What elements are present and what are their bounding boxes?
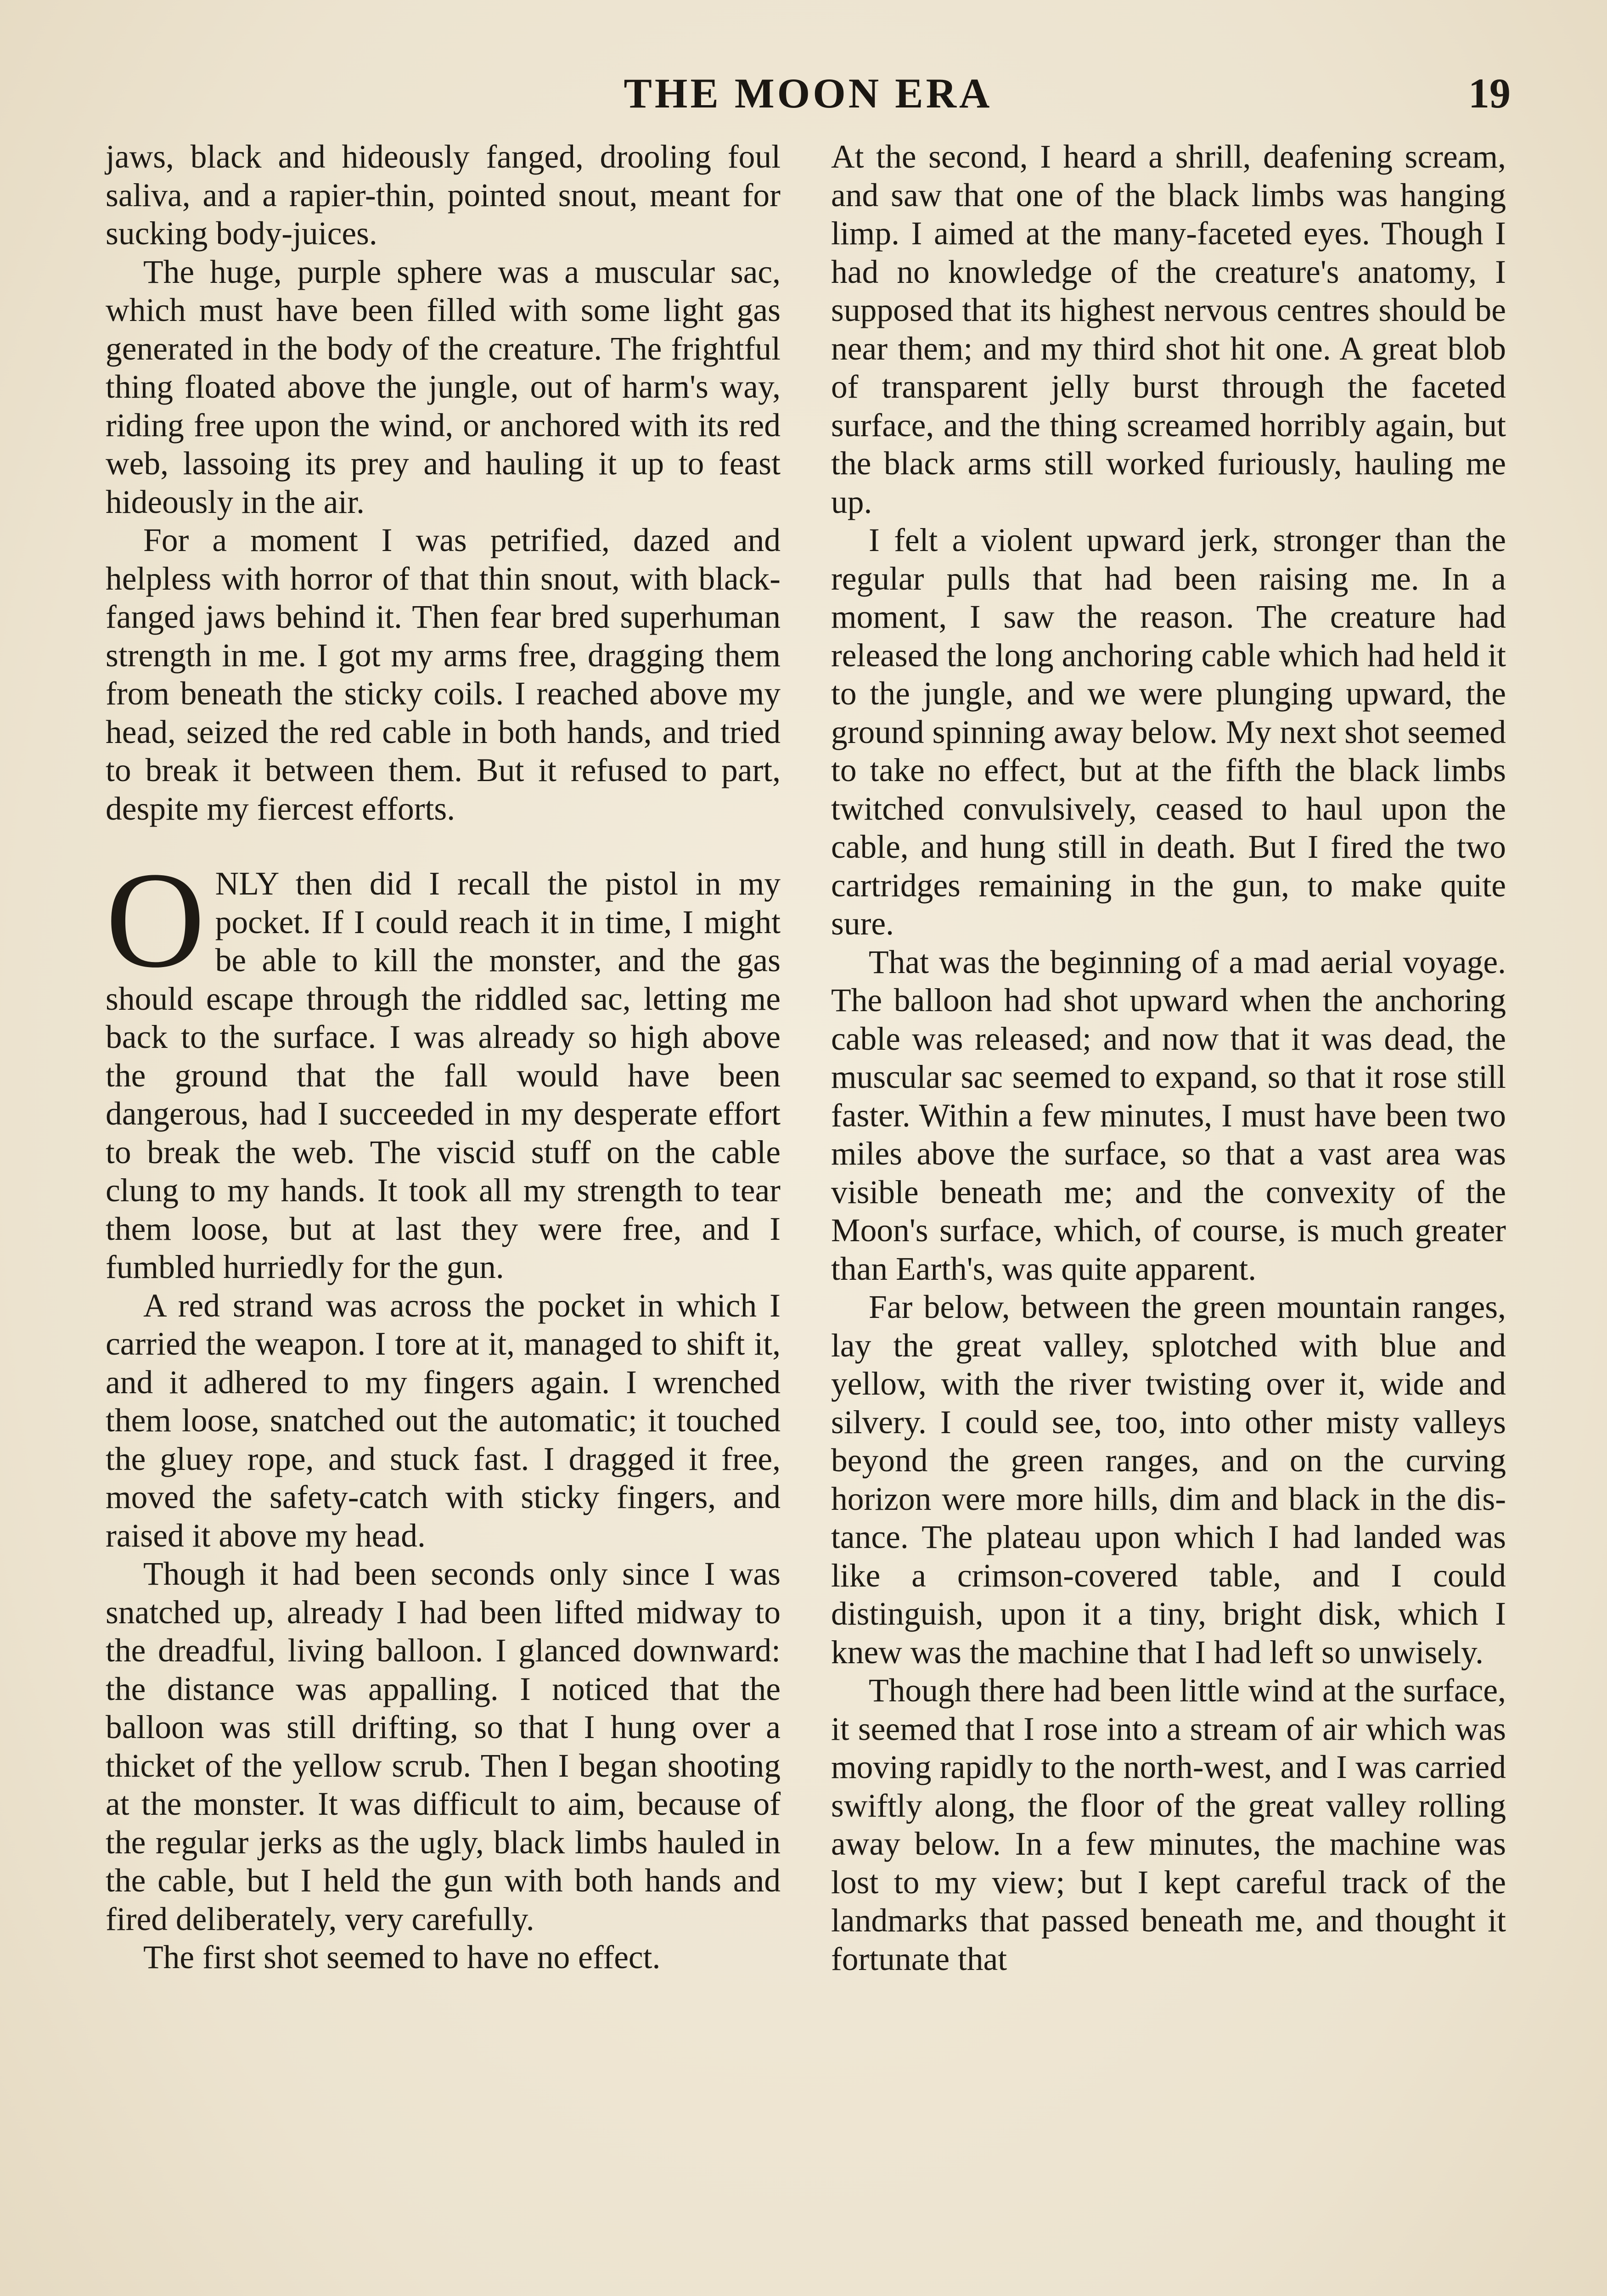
drop-cap: O <box>106 844 205 996</box>
paragraph: A red strand was across the pocket in which I carried the weapon. I tore at it, managed to shift it, and it adhered to my fingers again. I wrenched them loose, snatched out the automatic; it touched the gluey rope, and stuck fast. I dragged it free, moved the safety-catch with sticky fingers, and raised it above my head. <box>106 1287 781 1554</box>
paragraph: Though there had been little wind at the surface, it seemed that I rose into a stream of air which was moving rapidly to the north-west, and I was carried swiftly along, the floor of the great valley rolling away below. In a few minutes, the machine was lost to my view; but I kept careful track of the landmarks that passed beneath me, and thought it fortunate that <box>831 1672 1506 1977</box>
right-column <box>831 138 1506 1978</box>
page-header <box>106 69 1511 129</box>
paragraph-with-drop-cap <box>106 844 781 1287</box>
paragraph: Though it had been seconds only since I was snatched up, already I had been lifted midway to the dreadful, living balloon. I glanced downward: the distance was appalling. I noticed that the balloon was still drifting, so that I hung over a thicket of the yellow scrub. Then I began shooting at the monster. It was difficult to aim, because of the regular jerks as the ugly, black limbs hauled in the cable, but I held the gun with both hands and fired deliberately, very carefully. <box>106 1556 781 1937</box>
paragraph: jaws, black and hideously fanged, drooling foul saliva, and a rapier-thin, pointed snout, meant for sucking body-juices. <box>106 139 781 252</box>
paragraph: I felt a violent upward jerk, stronger than the regular pulls that had been raising me. In a moment, I saw the reason. The creature had released the long anchoring cable which had held it to the jungle, and we were plunging upward, the ground spinning away below. My next shot seemed to take no effect, but at the fifth the black limbs twitched convulsively, ceased to haul upon the cable, and hung still in death. But I fired the two cartridges remaining in the gun, to make quite sure. <box>831 522 1506 942</box>
left-column <box>106 138 781 1977</box>
paragraph: For a moment I was petrified, dazed and helpless with horror of that thin snout, with black-fanged jaws behind it. Then fear bred superhuman strength in me. I got my arms free, dragging them from beneath the sticky coils. I reached above my head, seized the red cable in both hands, and tried to break it between them. But it refused to part, despite my fiercest efforts. <box>106 522 781 827</box>
running-title: THE MOON ERA <box>624 70 993 117</box>
paragraph: That was the beginning of a mad aerial voyage. The balloon had shot upward when the anchoring cable was released; and now that it was dead, the muscular sac seemed to expand, so that it rose still faster. Within a few minutes, I must have been two miles above the surface, so that a vast area was visible beneath me; and the convexity of the Moon's surface, which, of course, is much greater than Earth's, was quite apparent. <box>831 944 1506 1287</box>
page-number: 19 <box>1468 70 1511 117</box>
paragraph: The huge, purple sphere was a muscular sac, which must have been filled with some light gas generated in the body of the creature. The frightful thing floated above the jungle, out of harm's way, riding free upon the wind, or anchored with its red web, lassoing its prey and hauling it up to feast hideously in the air. <box>106 253 781 520</box>
paragraph-text: NLY then did I recall the pistol in my pocket. If I could reach it in time, I might be able to kill the monster, and the gas should escape through the riddled sac, letting me back to the surface. I was already so high above the ground that the fall would have been dangerous, had I succeeded in my desperate effort to break the web. The viscid stuff on the cable clung to my hands. It took all my strength to tear them loose, but at last they were free, and I fumbled hurriedly for the gun. <box>106 866 781 1285</box>
paragraph: The first shot seemed to have no effect. <box>143 1939 661 1975</box>
paragraph: Far below, between the green mountain ranges, lay the great valley, splotched with blue and yellow, with the river twisting over it, wide and silvery. I could see, too, into other misty valleys beyond the green ranges, and on the curving horizon were more hills, dim and black in the distance. The plateau upon which I had landed was like a crimson-covered table, and I could distinguish, upon it a tiny, bright disk, which I knew was the machine that I had left so unwisely. <box>831 1289 1506 1671</box>
paragraph: At the second, I heard a shrill, deafening scream, and saw that one of the black limbs was hanging limp. I aimed at the many-faceted eyes. Though I had no knowledge of the creature's anatomy, I supposed that its highest nervous centres should be near them; and my third shot hit one. A great blob of transparent jelly burst through the faceted surface, and the thing screamed horribly again, but the black arms still worked furiously, hauling me up. <box>831 139 1506 520</box>
